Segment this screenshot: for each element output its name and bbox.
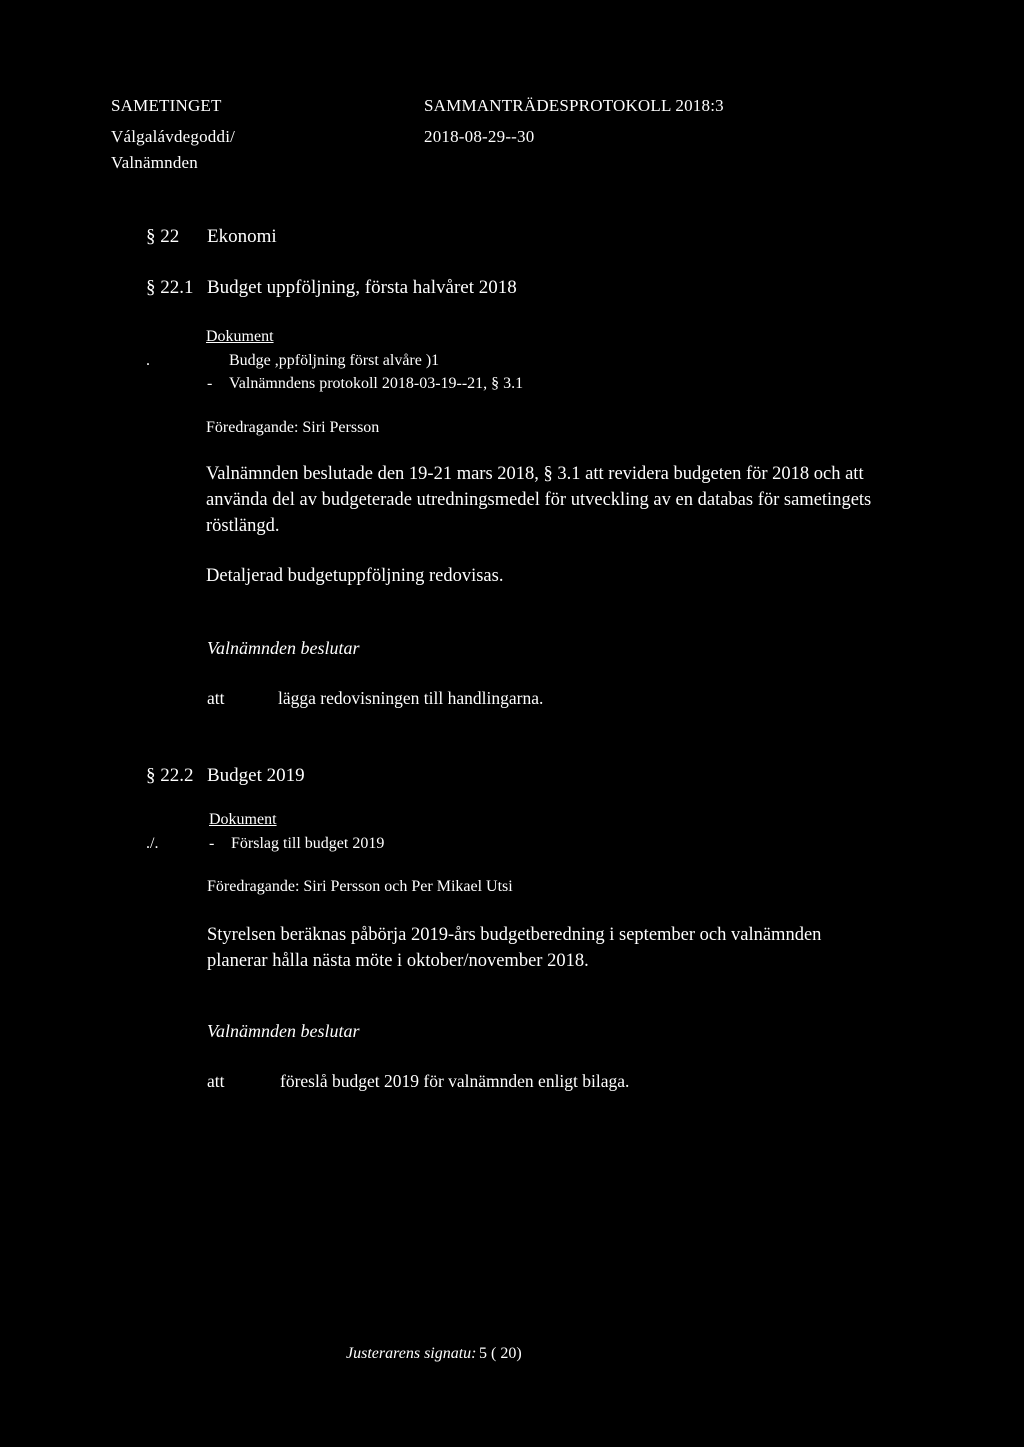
section-22-2-doc-marker: ./.	[146, 835, 159, 852]
section-22-title: Ekonomi	[207, 226, 277, 247]
section-22-1-doc-item-2: Valnämndens protokoll 2018-03-19--21, § 3.1	[229, 375, 524, 392]
section-22-2-doc-label: Dokument	[209, 811, 277, 828]
section-22-2-decision-heading: Valnämnden beslutar	[207, 1021, 360, 1041]
section-22-2-title: Budget 2019	[207, 765, 305, 786]
section-22-1-paragraph-line-2: använda del av budgeterade utredningsmedel för utveckling av en databas för sametingets	[206, 490, 872, 510]
committee-name: Valnämnden	[111, 153, 198, 172]
section-22-2-presenter: Föredragande: Siri Persson och Per Mikael Utsi	[207, 878, 513, 895]
section-22-1-doc-dash: -	[207, 375, 213, 392]
section-22-1-doc-item-1: Budge ,ppföljning först alvåre )1	[229, 352, 440, 369]
protocol-title: SAMMANTRÄDESPROTOKOLL 2018:3	[424, 96, 724, 115]
section-22-2-doc-dash: -	[209, 835, 215, 852]
section-22-1-detail: Detaljerad budgetuppföljning redovisas.	[206, 566, 504, 586]
section-22-1-decision-heading: Valnämnden beslutar	[207, 638, 360, 658]
section-22-2-paragraph-line-1: Styrelsen beräknas påbörja 2019-års budgetberedning i september och valnämnden	[207, 925, 822, 945]
section-22-1-paragraph-line-3: röstlängd.	[206, 516, 280, 536]
org-subunit: Válgalávdegoddi/	[111, 127, 236, 146]
section-22-number: § 22	[146, 226, 180, 247]
section-22-1-decision-att: att	[207, 688, 225, 708]
meeting-dates: 2018-08-29--30	[424, 127, 535, 146]
section-22-1-title: Budget uppföljning, första halvåret 2018	[207, 277, 517, 298]
org-name: SAMETINGET	[111, 96, 222, 115]
section-22-2-decision-att: att	[207, 1071, 225, 1091]
signature-label: Justerarens signatu:	[346, 1345, 477, 1362]
section-22-1-paragraph-line-1: Valnämnden beslutade den 19-21 mars 2018, § 3.1 att revidera budgeten för 2018 och att	[206, 464, 864, 484]
section-22-2-number: § 22.2	[146, 765, 194, 786]
section-22-1-doc-label: Dokument	[206, 328, 274, 345]
section-22-1-number: § 22.1	[146, 277, 194, 298]
section-22-1-doc-marker: .	[146, 352, 150, 369]
page-number: 5 ( 20)	[479, 1345, 522, 1362]
section-22-2-doc-item: Förslag till budget 2019	[231, 835, 385, 852]
section-22-1-decision-text: lägga redovisningen till handlingarna.	[278, 688, 544, 708]
section-22-1-presenter: Föredragande: Siri Persson	[206, 419, 380, 436]
section-22-2-decision-text: föreslå budget 2019 för valnämnden enligt bilaga.	[280, 1071, 630, 1091]
section-22-2-paragraph-line-2: planerar hålla nästa möte i oktober/november 2018.	[207, 951, 589, 971]
